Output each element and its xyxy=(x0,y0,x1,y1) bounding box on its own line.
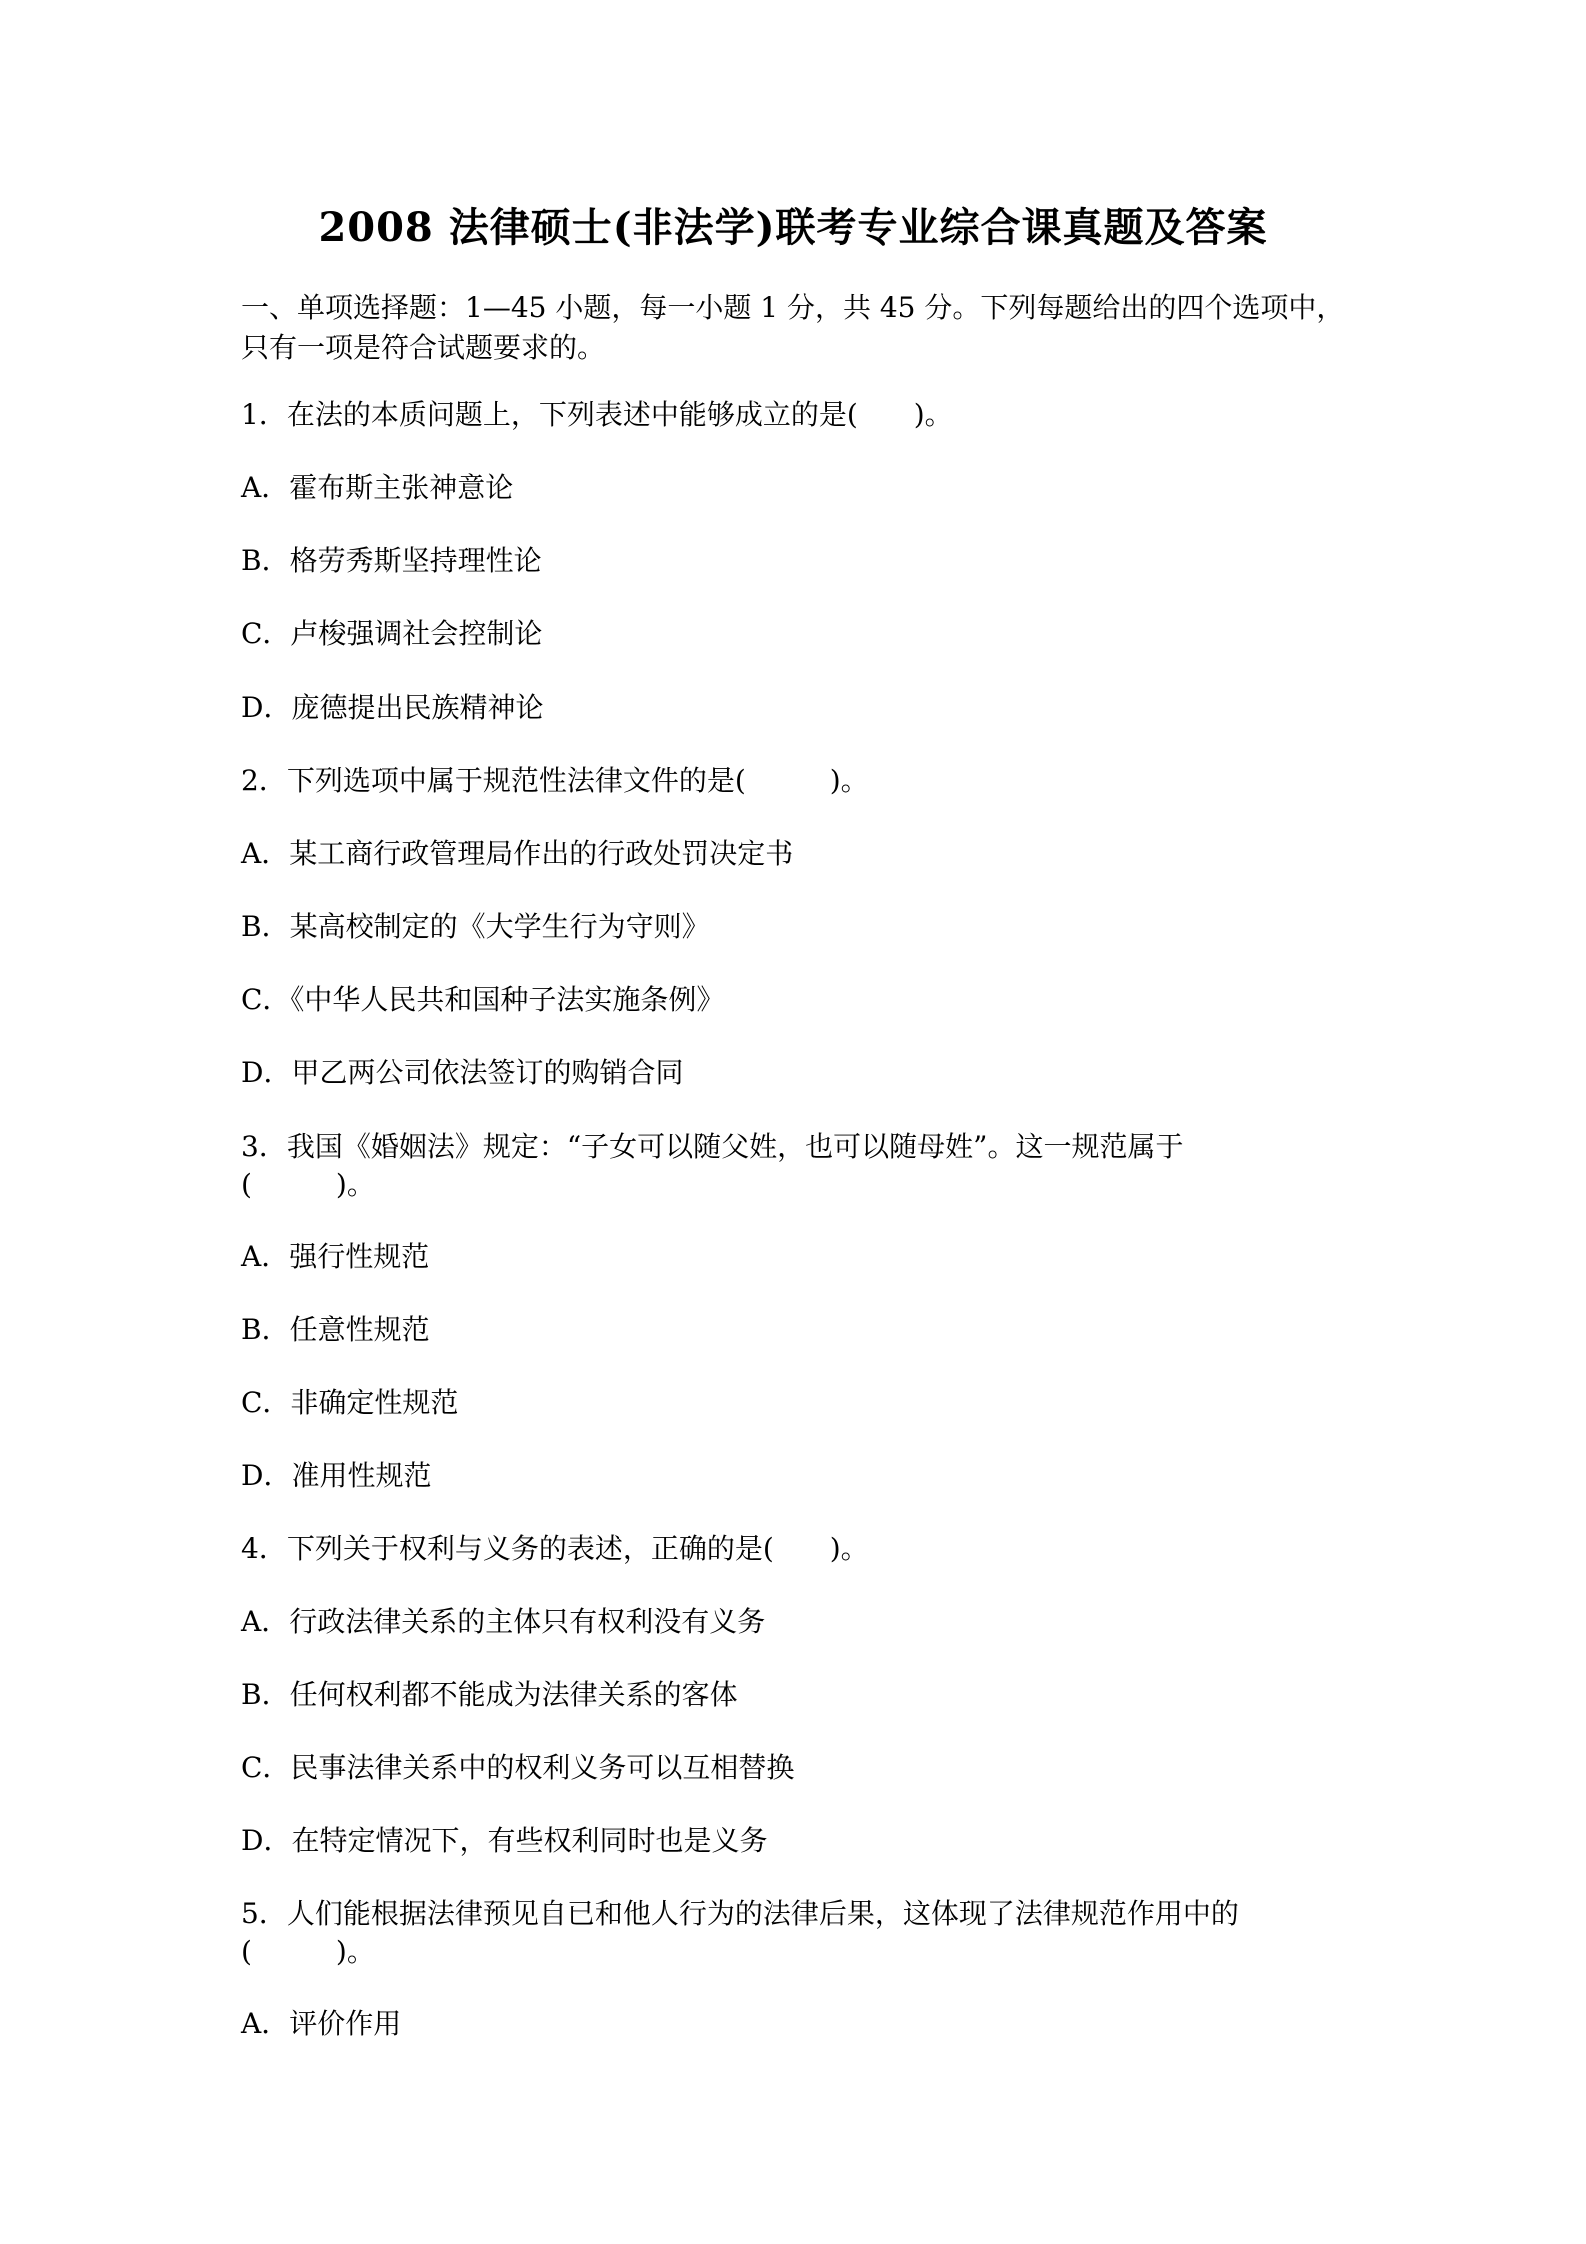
question-2-option-a: A．某工商行政管理局作出的行政处罚决定书 xyxy=(241,837,794,870)
question-3-stem-line-2: ( )。 xyxy=(241,1168,375,1201)
document-title: 2008 法律硕士(非法学)联考专业综合课真题及答案 xyxy=(318,204,1268,251)
question-2-option-b: B．某高校制定的《大学生行为守则》 xyxy=(241,910,710,943)
question-4-option-b: B．任何权利都不能成为法律关系的客体 xyxy=(241,1678,738,1711)
question-4-option-d: D．在特定情况下，有些权利同时也是义务 xyxy=(241,1824,768,1857)
question-2-option-c: C．《中华人民共和国种子法实施条例》 xyxy=(241,983,725,1016)
question-4-stem: 4．下列关于权利与义务的表述，正确的是( )。 xyxy=(241,1532,869,1565)
question-3-option-b: B．任意性规范 xyxy=(241,1313,430,1346)
question-3-option-d: D．准用性规范 xyxy=(241,1459,432,1492)
question-2-option-d: D．甲乙两公司依法签订的购销合同 xyxy=(241,1056,684,1089)
section-instructions: 一、单项选择题：1—45 小题，每一小题 1 分，共 45 分。下列每题给出的四个选项中，只有一项是符合试题要求的。 xyxy=(241,291,1345,364)
question-3-stem-line-1: 3．我国《婚姻法》规定：“子女可以随父姓，也可以随母姓”。这一规范属于 xyxy=(241,1130,1184,1163)
question-1-option-a: A．霍布斯主张神意论 xyxy=(241,471,514,504)
question-1-option-d: D．庞德提出民族精神论 xyxy=(241,691,544,724)
question-5-option-a: A．评价作用 xyxy=(241,2007,402,2040)
question-5-stem-line-2: ( )。 xyxy=(241,1935,375,1968)
question-3-option-c: C．非确定性规范 xyxy=(241,1386,459,1419)
question-2-stem: 2．下列选项中属于规范性法律文件的是( )。 xyxy=(241,764,869,797)
question-1-stem: 1．在法的本质问题上，下列表述中能够成立的是( )。 xyxy=(241,398,953,431)
question-1-option-c: C．卢梭强调社会控制论 xyxy=(241,617,543,650)
question-4-option-a: A．行政法律关系的主体只有权利没有义务 xyxy=(241,1605,766,1638)
question-5-stem-line-1: 5．人们能根据法律预见自已和他人行为的法律后果，这体现了法律规范作用中的 xyxy=(241,1897,1239,1930)
question-1-option-b: B．格劳秀斯坚持理性论 xyxy=(241,544,542,577)
question-3-option-a: A．强行性规范 xyxy=(241,1240,430,1273)
question-4-option-c: C．民事法律关系中的权利义务可以互相替换 xyxy=(241,1751,795,1784)
